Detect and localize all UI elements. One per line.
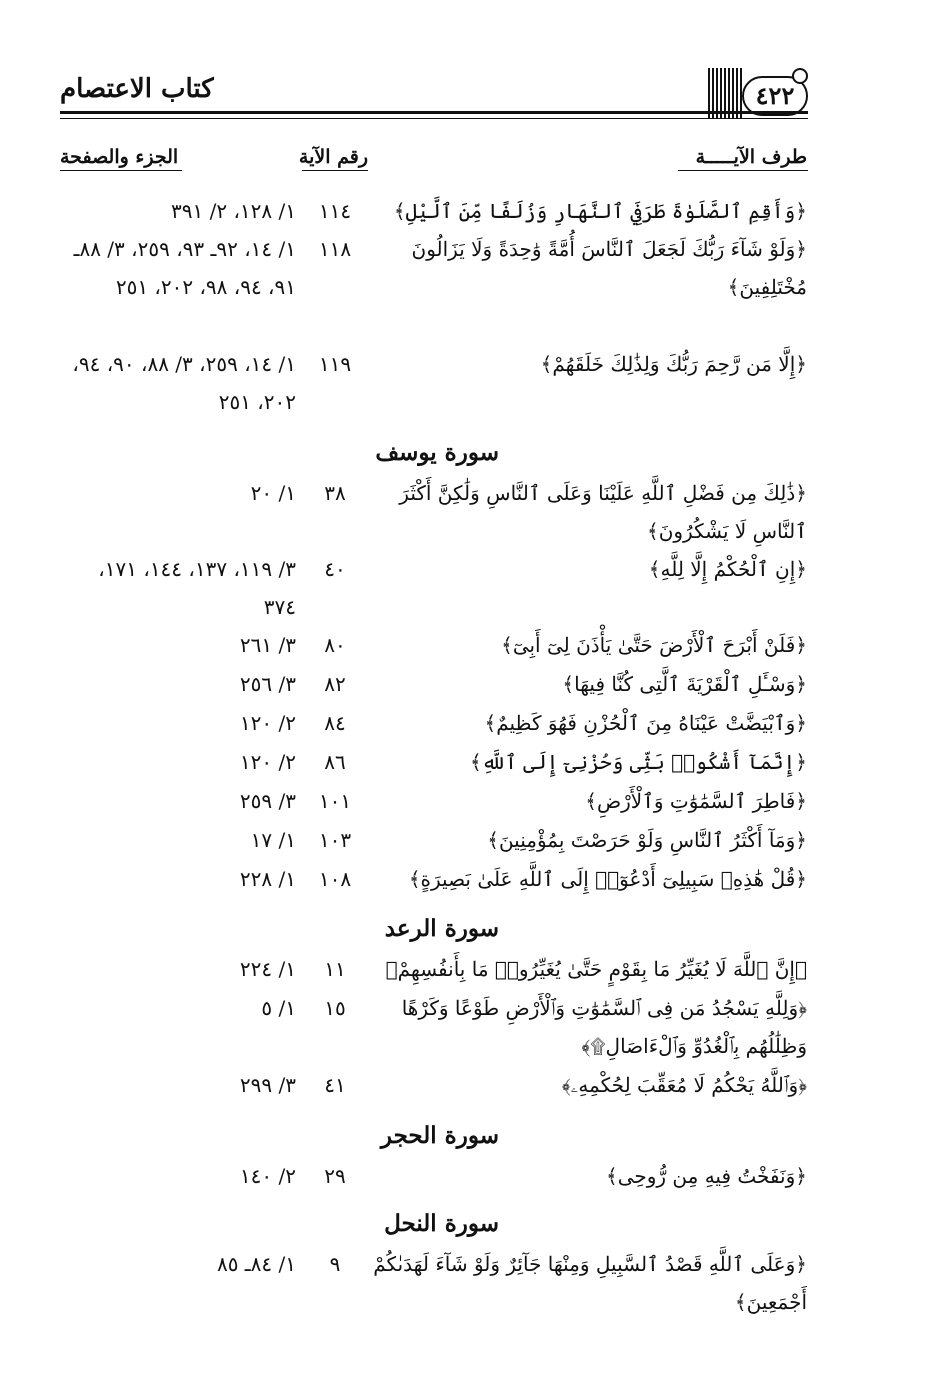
book-title: كتاب الاعتصام xyxy=(60,74,214,104)
column-heading-underline xyxy=(678,170,808,171)
column-heading-ayah-number: رقم الآية xyxy=(298,146,368,168)
volume-page-ref: ١/ ٨٤ـ ٨٥ xyxy=(216,1252,296,1276)
ayah-text: ﴿إِنَّ ٱللَّهَ لَا يُغَيِّرُ مَا بِقَوْمٍ حَتَّىٰ يُغَيِّرُوا۟ مَا بِأَنفُسِهِمْ﴾ xyxy=(385,957,807,981)
volume-page-ref: ٣/ ٢٦١ xyxy=(239,633,296,657)
surah-heading: سورة يوسف xyxy=(375,439,499,466)
volume-page-ref: ١/ ٥ xyxy=(261,996,296,1020)
ayah-text: ﴿إِنِ ٱلْحُكْمُ إِلَّا لِلَّهِ﴾ xyxy=(648,557,807,581)
ayah-text: ﴿وَنَفَخْتُ فِيهِ مِن رُّوحِى﴾ xyxy=(605,1164,807,1188)
column-heading-volume-page: الجزء والصفحة xyxy=(60,146,179,168)
page-number: ٤٢٢ xyxy=(742,76,808,116)
volume-page-ref: ٣/ ٢٥٩ xyxy=(239,789,296,813)
ayah-number: ٤١ xyxy=(324,1073,346,1097)
ayah-text: ﴿إِنَّمَآ أَشْكُوا۟ بَثِّى وَحُزْنِىٓ إِلَى ٱللَّهِ﴾ xyxy=(469,750,807,774)
volume-page-ref: ١/ ١٤، ٩٢ـ ٩٣، ٢٥٩، ٣/ ٨٨ـ ٩١، ٩٤، ٩٨، ٢٠٢، ٢٥١ xyxy=(73,237,296,299)
ayah-text: ﴿وَلِلَّهِ يَسْجُدُ مَن فِى ٱلسَّمَٰوَٰتِ وَٱلْأَرْضِ طَوْعًا وَكَرْهًا وَظِلَٰلُهُم بِٱلْغُدُوِّ وَٱلْءَاصَالِ۩﴾ xyxy=(401,996,807,1058)
column-heading-underline xyxy=(302,170,368,171)
ayah-text: ﴿وَٱبْيَضَّتْ عَيْنَاهُ مِنَ ٱلْحُزْنِ فَهُوَ كَظِيمٌ﴾ xyxy=(484,711,807,735)
header-rule xyxy=(60,111,808,114)
ayah-number: ٣٨ xyxy=(324,481,346,505)
ayah-text: ﴿وَمَآ أَكْثَرُ ٱلنَّاسِ وَلَوْ حَرَصْتَ بِمُؤْمِنِينَ﴾ xyxy=(487,828,807,852)
ayah-number: ١١٤ xyxy=(318,199,352,223)
volume-page-ref: ٣/ ٢٥٦ xyxy=(239,672,296,696)
volume-page-ref: ١/ ١٢٨، ٢/ ٣٩١ xyxy=(171,199,296,223)
volume-page-ref: ١/ ٢٢٤ xyxy=(239,957,296,981)
ayah-number: ٨٤ xyxy=(324,711,346,735)
ayah-number: ٩ xyxy=(329,1252,341,1276)
ayah-text: ﴿فَلَنْ أَبْرَحَ ٱلْأَرْضَ حَتَّىٰ يَأْذَنَ لِىٓ أَبِىٓ﴾ xyxy=(501,633,807,657)
ayah-text: ﴿ذَٰلِكَ مِن فَضْلِ ٱللَّهِ عَلَيْنَا وَعَلَى ٱلنَّاسِ وَلَٰكِنَّ أَكْثَرَ ٱلنَّاسِ لَا يَشْكُرُونَ﴾ xyxy=(399,481,807,543)
volume-page-ref: ٢/ ١٢٠ xyxy=(239,711,296,735)
surah-heading: سورة الحجر xyxy=(380,1122,499,1149)
ayah-number: ١٠٨ xyxy=(318,867,352,891)
volume-page-ref: ٢/ ١٤٠ xyxy=(239,1164,296,1188)
volume-page-ref: ١/ ١٧ xyxy=(250,828,296,852)
ayah-text: ﴿وَعَلَى ٱللَّهِ قَصْدُ ٱلسَّبِيلِ وَمِنْهَا جَآئِرٌ وَلَوْ شَآءَ لَهَدَىٰكُمْ أَجْمَعِينَ﴾ xyxy=(373,1252,807,1314)
volume-page-ref: ١/ ١٤، ٢٥٩، ٣/ ٨٨، ٩٠، ٩٤، ٢٠٢، ٢٥١ xyxy=(72,352,296,414)
volume-page-ref: ١/ ٢٠ xyxy=(250,481,296,505)
ayah-text: ﴿وَٱللَّهُ يَحْكُمُ لَا مُعَقِّبَ لِحُكْمِهِۦ﴾ xyxy=(561,1073,807,1097)
ayah-number: ١١ xyxy=(324,957,346,981)
ayah-number: ٨٢ xyxy=(324,672,346,696)
volume-page-ref: ٣/ ٢٩٩ xyxy=(239,1073,296,1097)
ayah-text: ﴿وَسْـَٔلِ ٱلْقَرْيَةَ ٱلَّتِى كُنَّا فِيهَا﴾ xyxy=(562,672,807,696)
ayah-text: ﴿فَاطِرَ ٱلسَّمَٰوَٰتِ وَٱلْأَرْضِ﴾ xyxy=(585,789,807,813)
ayah-number: ٨٠ xyxy=(324,633,346,657)
ayah-number: ١٠٣ xyxy=(318,828,352,852)
ayah-number: ١٥ xyxy=(324,996,346,1020)
column-heading-ayah: طرف الآيـــــة xyxy=(695,146,807,168)
ayah-number: ٢٩ xyxy=(324,1164,346,1188)
ornament-dot xyxy=(792,68,808,84)
column-heading-underline xyxy=(60,170,182,171)
volume-page-ref: ٢/ ١٢٠ xyxy=(239,750,296,774)
header-rule-thin xyxy=(60,118,808,119)
volume-page-ref: ١/ ٢٢٨ xyxy=(239,867,296,891)
ayah-number: ١١٨ xyxy=(318,237,352,261)
ayah-number: ٤٠ xyxy=(324,557,346,581)
surah-heading: سورة الرعد xyxy=(384,915,499,942)
ayah-text: ﴿وَلَوْ شَآءَ رَبُّكَ لَجَعَلَ ٱلنَّاسَ أُمَّةً وَٰحِدَةً وَلَا يَزَالُونَ مُخْتَلِفِينَ﴾ xyxy=(411,237,807,299)
ayah-number: ٨٦ xyxy=(324,750,346,774)
ayah-text: ﴿قُلْ هَٰذِهِۦ سَبِيلِىٓ أَدْعُوٓا۟ إِلَى ٱللَّهِ عَلَىٰ بَصِيرَةٍ﴾ xyxy=(408,867,807,891)
ayah-number: ١١٩ xyxy=(318,352,352,376)
ayah-text: ﴿إِلَّا مَن رَّحِمَ رَبُّكَ وَلِذَٰلِكَ خَلَقَهُمْ﴾ xyxy=(540,352,807,376)
ayah-number: ١٠١ xyxy=(318,789,352,813)
surah-heading: سورة النحل xyxy=(384,1210,499,1237)
ayah-text: ﴿وَأَقِمِ ٱلصَّلَوٰةَ طَرَفَيِ ٱلنَّهَارِ وَزُلَفًا مِّنَ ٱلَّيْلِ﴾ xyxy=(393,199,807,223)
volume-page-ref: ٣/ ١١٩، ١٣٧، ١٤٤، ١٧١، ٣٧٤ xyxy=(98,557,296,619)
